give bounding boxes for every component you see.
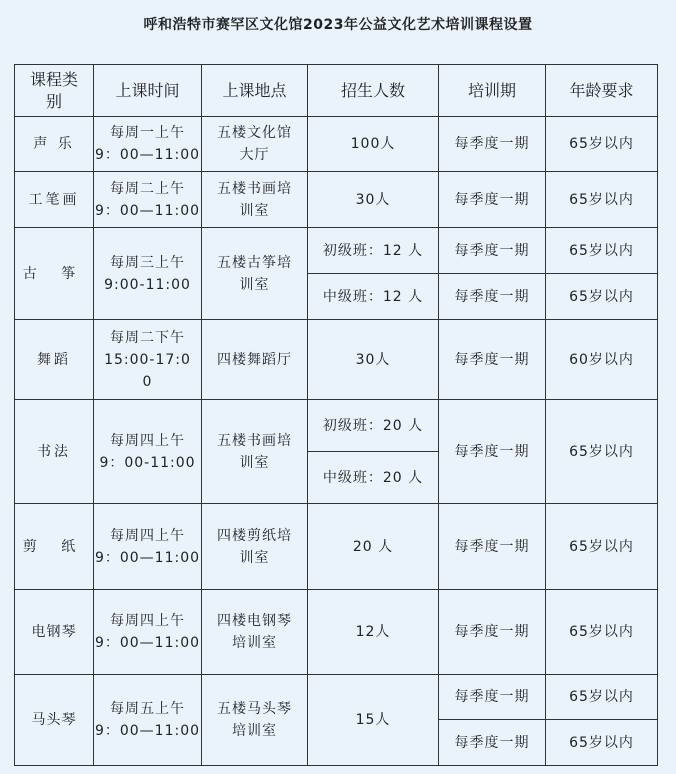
course-period: 每季度一期 [439,400,546,504]
course-place: 五楼文化馆 大厅 [202,117,308,172]
table-row [15,228,658,274]
course-count-intermediate: 中级班：12 人 [308,274,439,320]
course-name: 剪 纸 [15,504,94,590]
course-name: 声 乐 [15,117,94,172]
header-period: 培训期 [439,65,546,117]
course-period: 每季度一期 [439,117,546,172]
course-age: 65岁以内 [546,590,658,675]
course-period: 每季度一期 [439,320,546,400]
course-count: 20 人 [308,504,439,590]
header-category: 课程类别 [15,65,94,117]
course-place: 五楼古筝培 训室 [202,228,308,320]
course-time: 每周二下午 15:00-17:0 0 [94,320,202,400]
course-period: 每季度一期 [439,720,546,766]
course-age: 65岁以内 [546,675,658,720]
page-title: 呼和浩特市赛罕区文化馆2023年公益文化艺术培训课程设置 [143,17,533,33]
course-period: 每季度一期 [439,675,546,720]
course-name: 工笔画 [15,172,94,228]
course-age: 65岁以内 [546,720,658,766]
course-name: 书法 [15,400,94,504]
course-age: 65岁以内 [546,400,658,504]
table-header-row [15,65,658,117]
course-place: 四楼电钢琴 培训室 [202,590,308,675]
course-count: 30人 [308,320,439,400]
course-place: 四楼剪纸培 训室 [202,504,308,590]
course-count-beginner: 初级班：12 人 [308,228,439,274]
header-age: 年龄要求 [546,65,658,117]
course-count-beginner: 初级班：20 人 [308,400,439,452]
table-row [15,504,658,590]
course-count-intermediate: 中级班：20 人 [308,452,439,504]
course-name: 古 筝 [15,228,94,320]
course-time: 每周四上午 9：00-11:00 [94,400,202,504]
course-period: 每季度一期 [439,172,546,228]
course-count: 100人 [308,117,439,172]
course-period: 每季度一期 [439,228,546,274]
course-place: 五楼书画培 训室 [202,172,308,228]
course-age: 65岁以内 [546,504,658,590]
course-count: 12人 [308,590,439,675]
header-place: 上课地点 [202,65,308,117]
course-time: 每周四上午 9：00—11:00 [94,504,202,590]
course-time: 每周三上午 9:00-11:00 [94,228,202,320]
course-period: 每季度一期 [439,274,546,320]
course-age: 65岁以内 [546,172,658,228]
table-row [15,400,658,452]
course-period: 每季度一期 [439,590,546,675]
course-time: 每周五上午 9：00—11:00 [94,675,202,766]
header-time: 上课时间 [94,65,202,117]
course-age: 65岁以内 [546,274,658,320]
course-age: 65岁以内 [546,228,658,274]
course-count: 15人 [308,675,439,766]
course-age: 65岁以内 [546,117,658,172]
table-row [15,590,658,675]
table-row [15,320,658,400]
course-time: 每周二上午 9：00—11:00 [94,172,202,228]
course-name: 电钢琴 [15,590,94,675]
course-place: 五楼书画培 训室 [202,400,308,504]
course-table [14,64,658,766]
course-period: 每季度一期 [439,504,546,590]
course-place: 五楼马头琴 培训室 [202,675,308,766]
course-place: 四楼舞蹈厅 [202,320,308,400]
table-row [15,172,658,228]
course-time: 每周一上午 9：00—11:00 [94,117,202,172]
header-count: 招生人数 [308,65,439,117]
table-row [15,675,658,720]
course-name: 舞蹈 [15,320,94,400]
table-row [15,117,658,172]
course-age: 60岁以内 [546,320,658,400]
course-name: 马头琴 [15,675,94,766]
course-count: 30人 [308,172,439,228]
course-time: 每周四上午 9：00—11:00 [94,590,202,675]
